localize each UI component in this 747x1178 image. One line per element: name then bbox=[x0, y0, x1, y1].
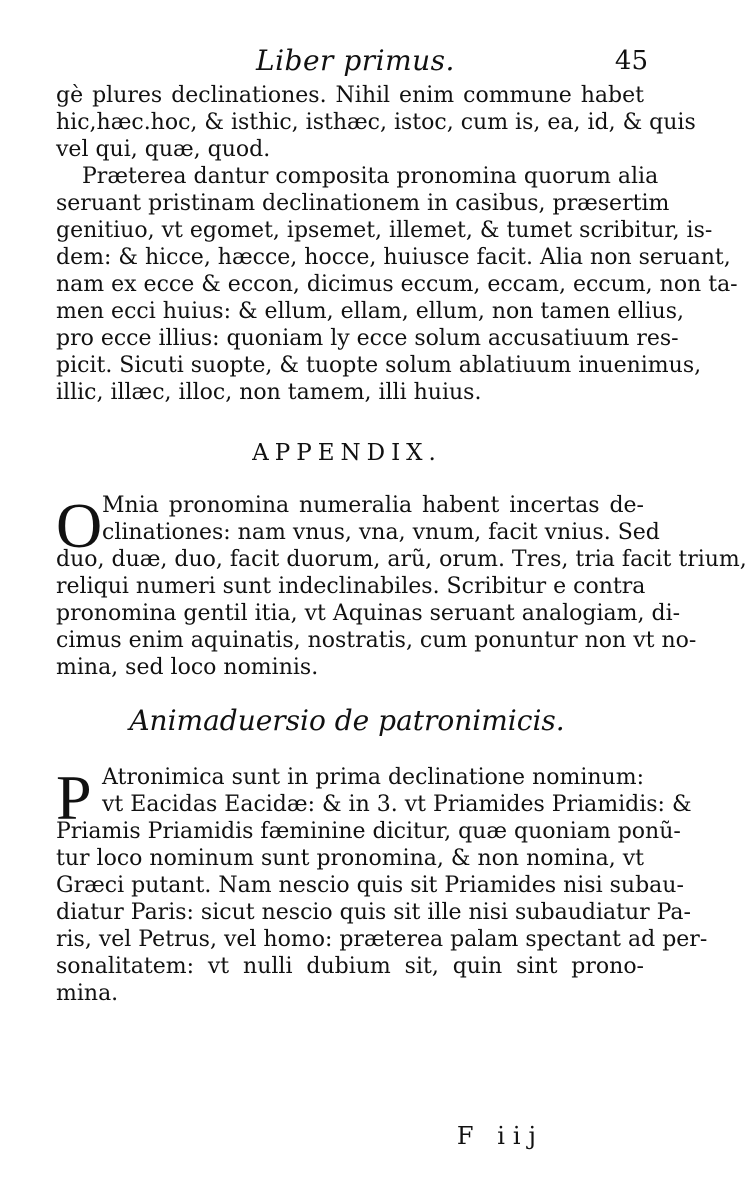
page-header bbox=[0, 44, 694, 84]
text-line: Atronimica sunt in prima declinatione nominum: bbox=[102, 765, 644, 790]
text-line: hic,hæc.hoc, & isthic, isthæc, istoc, cum is, ea, id, & quis bbox=[56, 110, 696, 135]
text-line: tur loco nominum sunt pronomina, & non nomina, vt bbox=[56, 846, 644, 871]
text-line: men ecci huius: & ellum, ellam, ellum, non tamen ellius, bbox=[56, 299, 684, 324]
text-line: duo, duæ, duo, facit duorum, arũ, orum. Tres, tria facit trium, bbox=[56, 547, 747, 572]
signature-mark: F iij bbox=[456, 1122, 544, 1150]
text-line: mina. bbox=[56, 981, 119, 1006]
text-line: gè plures declinationes. Nihil enim commune habet bbox=[56, 83, 644, 108]
paragraph-appendix bbox=[56, 490, 747, 681]
running-title: Liber primus. bbox=[256, 44, 455, 77]
text-line: seruant pristinam declinationem in casibus, præsertim bbox=[56, 191, 670, 216]
text-line: cimus enim aquinatis, nostratis, cum ponuntur non vt no- bbox=[56, 628, 697, 653]
text-line: pro ecce illius: quoniam ly ecce solum accusatiuum res- bbox=[56, 326, 679, 351]
text-line: ris, vel Petrus, vel homo: præterea palam spectant ad per- bbox=[56, 927, 708, 952]
text-line: vel qui, quæ, quod. bbox=[56, 137, 271, 162]
text-line: sonalitatem: vt nulli dubium sit, quin sint prono- bbox=[56, 954, 644, 979]
text-line: Priamis Priamidis fæminine dicitur, quæ quoniam ponũ- bbox=[56, 819, 681, 844]
drop-cap: O bbox=[56, 490, 103, 561]
text-line: reliqui numeri sunt indeclinabiles. Scribitur e contra bbox=[56, 574, 646, 599]
text-line: dem: & hicce, hæcce, hocce, huiusce facit. Alia non seruant, bbox=[56, 245, 731, 270]
paragraph-continuation bbox=[56, 82, 696, 163]
text-line: Præterea dantur composita pronomina quorum alia bbox=[82, 164, 659, 189]
text-line: nam ex ecce & eccon, dicimus eccum, eccam, eccum, non ta- bbox=[56, 272, 738, 297]
drop-cap: P bbox=[56, 762, 92, 833]
text-line: pronomina gentil itia, vt Aquinas seruant analogiam, di- bbox=[56, 601, 681, 626]
paragraph-composita bbox=[56, 163, 738, 406]
text-line: genitiuo, vt egomet, ipsemet, illemet, & tumet scribitur, is- bbox=[56, 218, 713, 243]
text-line: clinationes: nam vnus, vna, vnum, facit vnius. Sed bbox=[102, 520, 660, 545]
page-number: 45 bbox=[614, 46, 648, 76]
paragraph-patronimicis bbox=[56, 762, 708, 1007]
text-line: vt Eacidas Eacidæ: & in 3. vt Priamides Priamidis: & bbox=[102, 792, 692, 817]
text-line: diatur Paris: sicut nescio quis sit ille nisi subaudiatur Pa- bbox=[56, 900, 691, 925]
appendix-heading: APPENDIX. bbox=[252, 440, 442, 466]
text-line: illic, illæc, illoc, non tamem, illi huius. bbox=[56, 380, 482, 405]
text-line: Mnia pronomina numeralia habent incertas de- bbox=[102, 493, 644, 518]
animaduersio-heading: Animaduersio de patronimicis. bbox=[129, 704, 565, 737]
text-line: Græci putant. Nam nescio quis sit Priamides nisi subau- bbox=[56, 873, 684, 898]
text-line: mina, sed loco nominis. bbox=[56, 655, 319, 680]
text-line: picit. Sicuti suopte, & tuopte solum ablatiuum inuenimus, bbox=[56, 353, 702, 378]
